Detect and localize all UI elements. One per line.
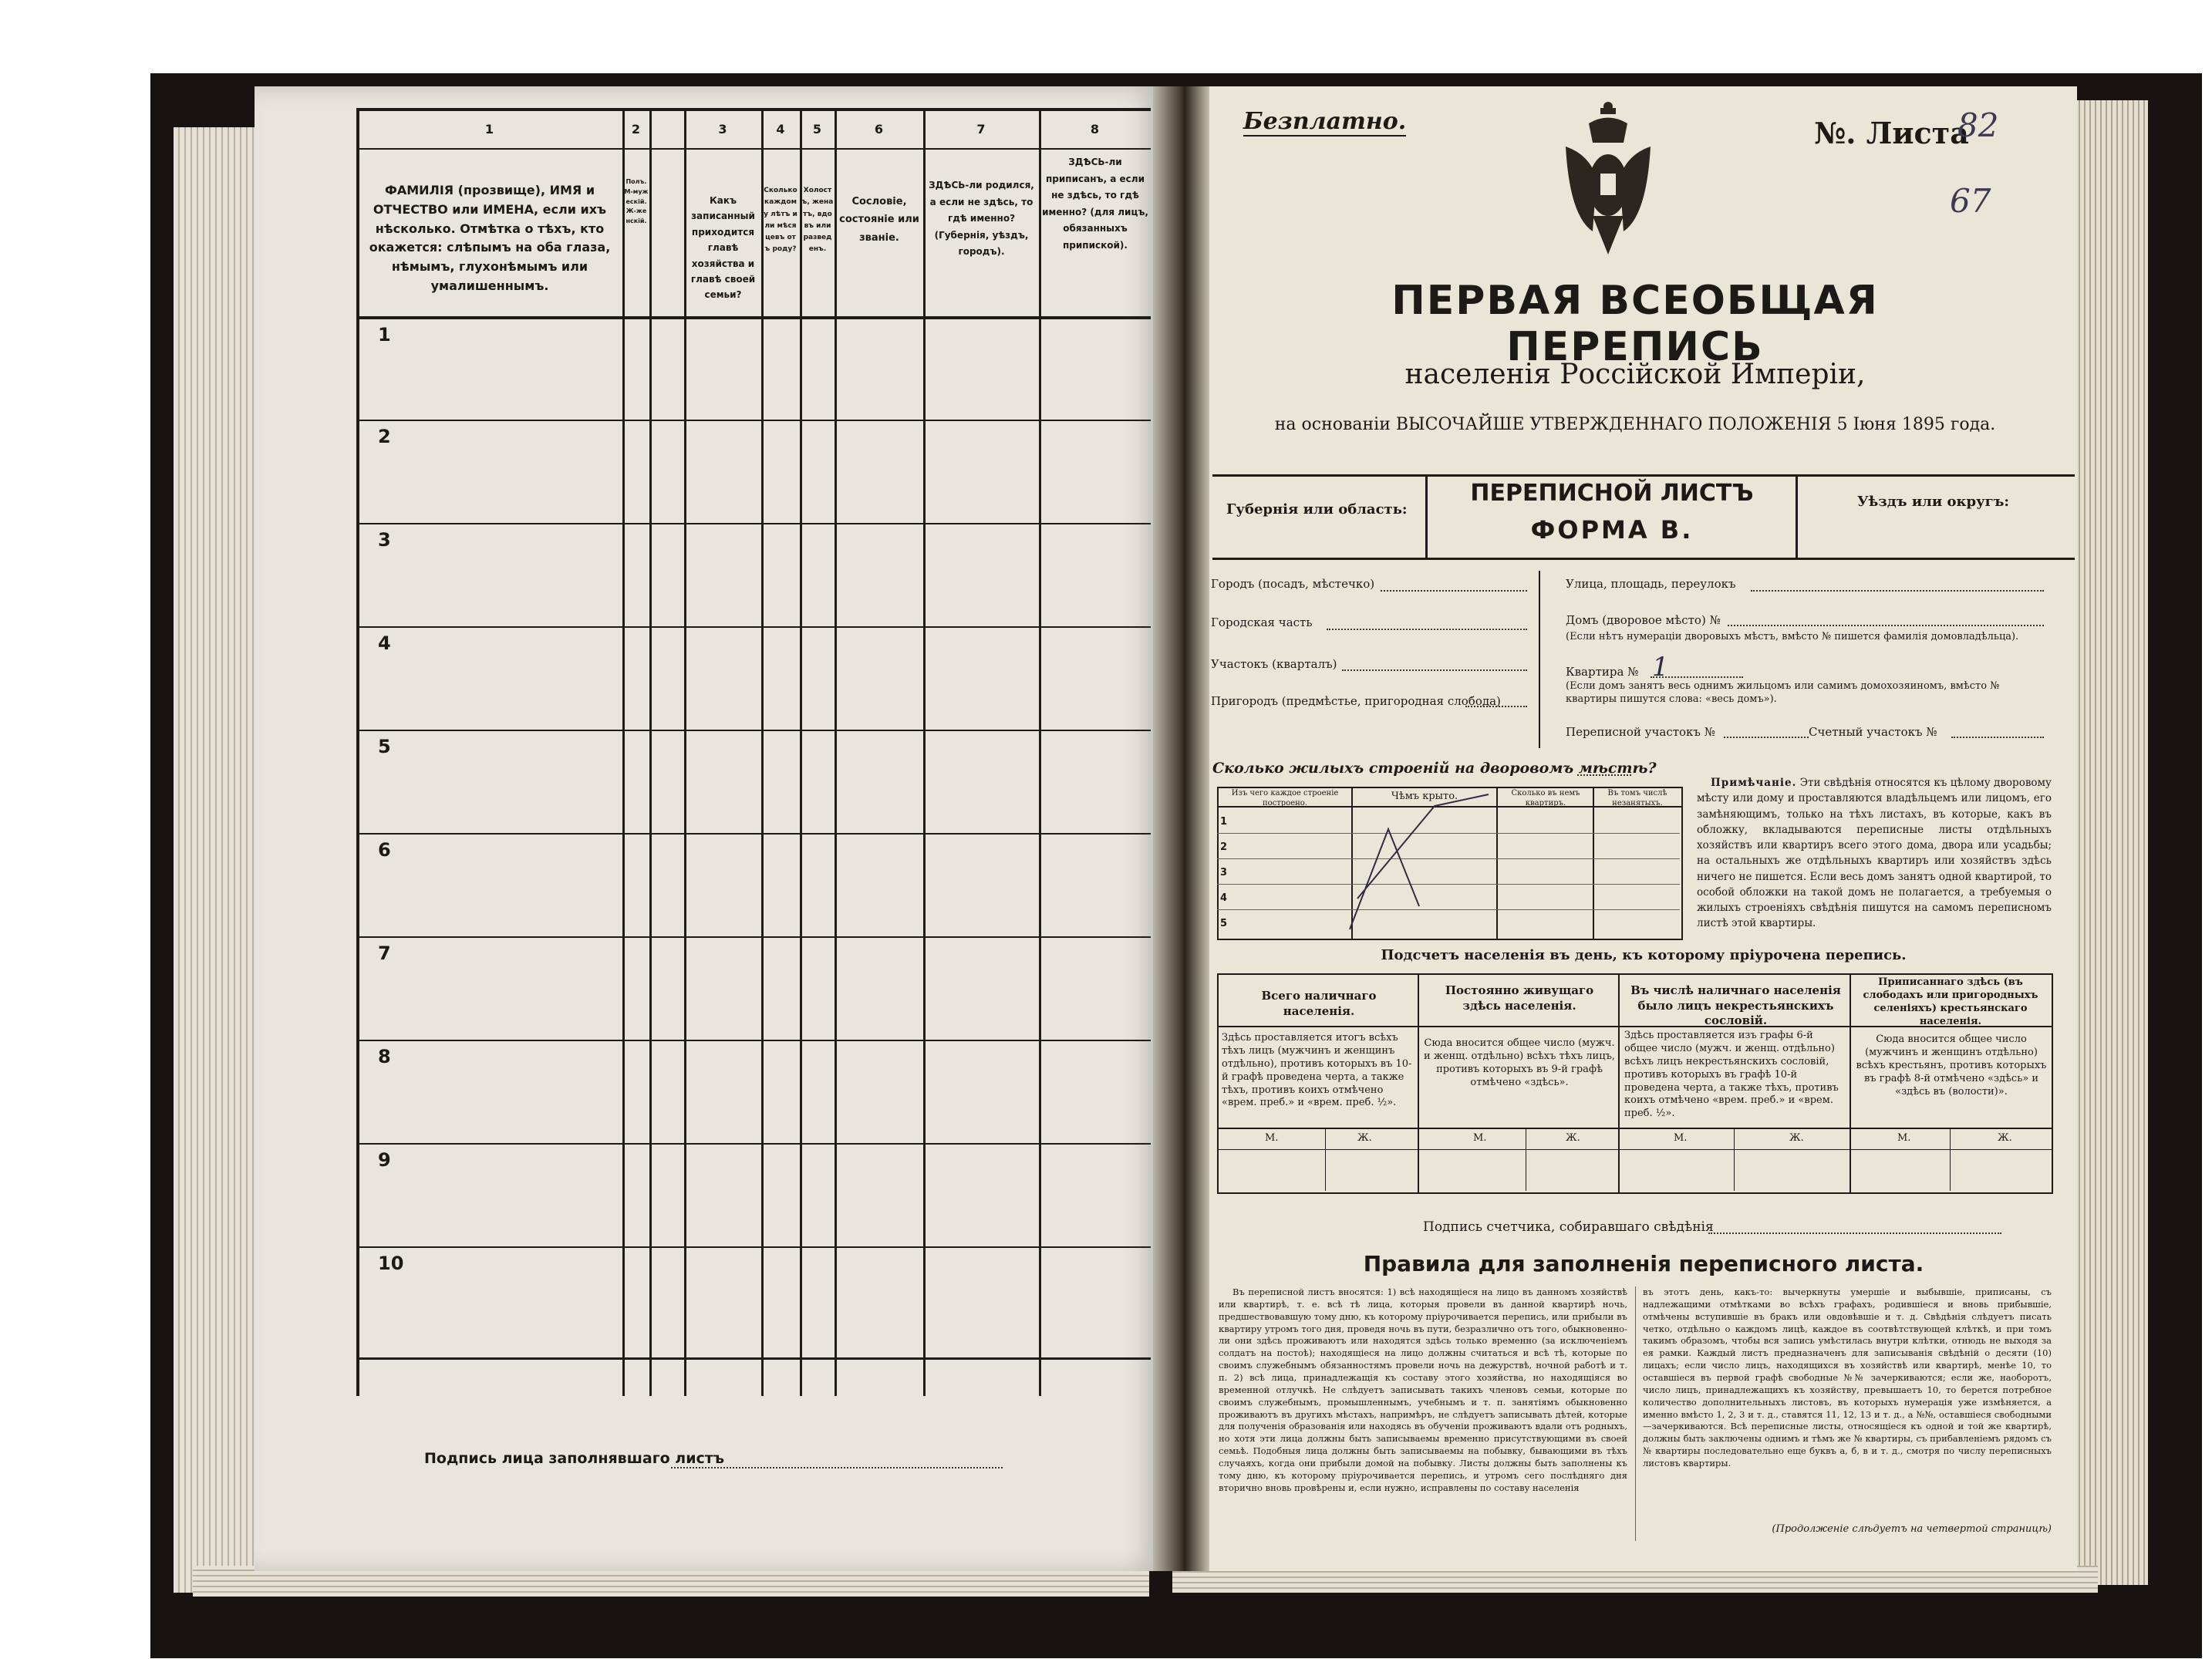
note-block	[1697, 775, 2052, 932]
col-number-3: 3	[718, 122, 727, 137]
population-mz-div-4	[1950, 1128, 1951, 1191]
address-counting-district: Счетный участокъ №	[1809, 725, 1937, 739]
address-street: Улица, площадь, переулокъ	[1566, 577, 1736, 591]
population-header-permanent: Постоянно живущаго здѣсь населенія.	[1445, 983, 1594, 1013]
rules-column-2: въ этотъ день, какъ-то: вычеркнуты умершіе и выбывшіе, приписаны, съ надлежащими отмѣтками во всѣхъ графахъ, родившіеся и вновь прибывшіе, отмѣчены вступившіе въ бракъ или овдовѣвшіе и т. д. Свѣдѣнія слѣдуетъ писать четко, отдѣльно о каждомъ лицѣ, каждое въ соотвѣтствующей клѣткѣ, и при томъ такимъ образомъ, чтобы вся запись умѣстилась внутри клѣтки, отнюдь не выходя за ея рамки. Каждый листъ предназначенъ для записыванія свѣдѣній о десяти (10) лицахъ; если число лицъ, находящихся въ хозяйствѣ или квартирѣ, менѣе 10, то оставшіеся въ первой графѣ свободные №№ зачеркиваются; если же, наоборотъ, число лицъ, принадлежащихъ къ хозяйству, превышаетъ 10, то берется потребное количество дополнительныхъ листовъ, въ которыхъ нумерація уже измѣняется, а именно вмѣсто 1, 2, 3 и т. д., ставятся 11, 12, 13 и т. д., а №№, оставшіеся свободными—зачеркиваются. Всѣ переписные листы, относящіеся къ одной и той же квартирѣ, должны быть заключены однимъ и тѣмъ же № квартиры, съ прибавленіемъ рядомъ съ № квартиры последовательно еще буквъ а, б, в и т. д., смотря по числу переписныхъ листовъ квартиры.	[1643, 1286, 2052, 1469]
population-title: Подсчетъ населенія въ день, къ которому пріурочена перепись.	[1381, 947, 1907, 963]
address-quarter: Участокъ (кварталъ)	[1211, 657, 1337, 671]
buildings-header-material: Изъ чего каждое строеніе построено.	[1231, 789, 1339, 808]
rules-column-1: Въ переписной листъ вносятся: 1) всѣ находящіеся на лицо въ данномъ хозяйствѣ или квартирѣ, т. е. всѣ тѣ лица, которыя провели въ данной квартирѣ ночь, предшествовавшую тому дню, къ которому пріурочивается перепись, или прибыли въ квартиру утромъ того дня, проведя ночь въ пути, безразлично отъ того, обыкновенно-ли они здѣсь проживаютъ или находятся здѣсь только временно (за исключеніемъ солдатъ на постоѣ); находящіеся на лицо должны считаться и всѣ тѣ, которые по своимъ служебнымъ обязанностямъ провели ночь на дежурствѣ, ночной работѣ и т. п. 2) всѣ лица, принадлежащія къ составу этого хозяйства, но находящіяся во временной отлучкѣ. Не слѣдуетъ записывать такихъ членовъ семьи, которые по своимъ служебнымъ, промышленнымъ, учебнымъ и т. п. занятіямъ обыкновенно проживаютъ въ другихъ мѣстахъ, напримѣръ, не слѣдуетъ записывать дѣтей, которые для полученія образованія или находясь въ обученіи проживаютъ вдали отъ родныхъ, но хотя эти лица должны быть записываемы временно присутствующими въ своей семьѣ. Подобныя лица должны быть записываемы на побывку, бывающими въ тѣхъ случаяхъ, когда они прибыли домой на побывку. Листы должны быть заполнены къ тому дню, къ которому пріурочивается перепись, и утромъ сего послѣдняго дня вторично вновь провѣрены и, если нужно, исправлены по составу населенія	[1219, 1286, 1627, 1493]
population-zh-1: Ж.	[1357, 1132, 1372, 1144]
address-house-note: (Если нѣтъ нумераціи дворовыхъ мѣстъ, вмѣсто № пишется фамилія домовладѣльца).	[1566, 631, 2019, 642]
gubernia-label: Губернія или область:	[1226, 501, 1408, 518]
note-text: Эти свѣдѣнія относятся къ цѣлому дворовому мѣсту или дому и проставляются владѣльцемъ или лицомъ, его замѣняющимъ, только на тѣхъ листахъ, въ которые, какъ въ обложку, вкладываются переписные листы отдѣльныхъ хозяйствъ или квартиръ всего этого дома, двора или усадьбы; на остальныхъ же отдѣльныхъ квартиръ или хозяйствъ здѣсь ничего не пишется. Если весь домъ занятъ одной квартирой, то особой обложки на такой домъ не полагается, а требуемыя о жилыхъ строеніяхъ свѣдѣнія пишутся на самомъ переписномъ листѣ этой квартиры.	[1697, 777, 2052, 930]
address-district-line	[1327, 629, 1527, 630]
buildings-row-4: 4	[1220, 892, 1228, 904]
form-subtitle: ФОРМА В.	[1530, 515, 1694, 545]
census-basis: на основаніи ВЫСОЧАЙШЕ УТВЕРЖДЕННАГО ПОЛОЖЕНІЯ 5 Іюня 1895 года.	[1274, 415, 1996, 434]
row-number-9: 9	[378, 1149, 391, 1171]
population-m-3: М.	[1674, 1132, 1688, 1144]
sheet-number-label: №. Листа	[1814, 116, 1969, 150]
address-suburb: Пригородъ (предмѣстье, пригородная слобода)	[1211, 694, 1501, 708]
population-mz-div-3	[1734, 1128, 1735, 1191]
address-city: Городъ (посадъ, мѣстечко)	[1211, 577, 1375, 591]
population-zh-4: Ж.	[1998, 1132, 2012, 1144]
left-signature-line	[671, 1467, 1003, 1468]
population-desc-nonpeasant: Здѣсь проставляется изъ графы 6-й общее число (мужч. и женщ. отдѣльно) всѣхъ лицъ некрестьянскихъ сословій, противъ которыхъ въ графѣ 10-й проведена черта, а также тѣхъ, противъ коихъ отмѣчено «врем. преб.» и «врем. преб. ½».	[1624, 1030, 1839, 1120]
sheet-number-handwritten-2: 67	[1950, 182, 1991, 220]
book-gutter	[1153, 86, 1211, 1571]
population-header-peasant: Приписаннаго здѣсь (въ слободахъ или пригородныхъ селеніяхъ) крестьянскаго населенія.	[1863, 976, 2038, 1027]
counter-signature-label: Подпись счетчика, собиравшаго свѣдѣнія	[1423, 1219, 1714, 1235]
buildings-col-line-2	[1496, 787, 1498, 939]
buildings-row-5: 5	[1220, 918, 1228, 929]
address-district: Городская часть	[1211, 615, 1313, 629]
address-suburb-line	[1465, 706, 1527, 707]
address-quarter-line	[1342, 669, 1527, 671]
population-mz-bottom-line	[1217, 1149, 2052, 1150]
rules-divider	[1635, 1286, 1636, 1541]
population-header-total: Всего наличнаго населенія.	[1261, 989, 1377, 1018]
address-house-line	[1728, 625, 2044, 626]
address-house: Домъ (дворовое мѣсто) №	[1566, 613, 1721, 627]
col-header-age: Сколько каждому лѣтъ или мѣсяцевъ отъ роду?	[764, 187, 797, 254]
census-subtitle: населенія Россійской Имперіи,	[1404, 359, 1866, 390]
rules-title: Правила для заполненія переписного листа.	[1363, 1251, 1924, 1276]
buildings-header-vacant: Въ томъ числѣ незанятыхъ.	[1607, 789, 1667, 808]
col-header-marital: Холостъ, женатъ, вдовъ или разведенъ.	[801, 187, 834, 254]
population-col-line-3	[1850, 973, 1851, 1192]
rules-continuation: (Продолженіе слѣдуетъ на четвертой страницѣ)	[1772, 1523, 2052, 1535]
address-city-line	[1381, 590, 1527, 592]
population-zh-3: Ж.	[1789, 1132, 1804, 1144]
col-header-estate: Сословіе, состояніе или званіе.	[839, 196, 919, 244]
buildings-row-3: 3	[1220, 867, 1228, 878]
form-header-divider-right	[1796, 474, 1798, 558]
col-header-sex: Полъ. М-мужескій. Ж-женскій.	[624, 178, 649, 225]
left-page-edges	[174, 127, 259, 1593]
address-apartment-line	[1651, 676, 1743, 678]
address-apartment-note: (Если домъ занятъ весь однимъ жильцомъ или самимъ домохозяиномъ, вмѣсто № квартиры пишутся слова: «весь домъ»).	[1566, 680, 2000, 705]
population-col-line-2	[1618, 973, 1620, 1192]
population-col-line-1	[1418, 973, 1419, 1192]
col-header-registration: ЗДѢСЬ-ли приписанъ, а если не здѣсь, то гдѣ именно? (для лицъ, обязанныхъ припиской).	[1042, 157, 1148, 251]
address-street-line	[1751, 590, 2044, 592]
buildings-row-1: 1	[1220, 816, 1228, 828]
row-number-7: 7	[378, 942, 391, 964]
sheet-number-handwritten: 82	[1957, 106, 1999, 144]
population-m-4: М.	[1897, 1132, 1911, 1144]
buildings-row-2: 2	[1220, 841, 1228, 853]
row-number-4: 4	[378, 632, 391, 654]
buildings-header-roof: Чѣмъ крыто.	[1391, 791, 1458, 802]
address-census-district-line	[1724, 737, 1809, 738]
buildings-question-line	[1577, 774, 1631, 776]
population-desc-permanent: Сюда вносится общее число (мужч. и женщ. отдѣльно) всѣхъ тѣхъ лицъ, противъ которыхъ въ 9-й графѣ отмѣчено «здѣсь».	[1424, 1037, 1615, 1088]
population-desc-peasant: Сюда вносится общее число (мужчинъ и женщинъ отдѣльно) всѣхъ крестьянъ, противъ которыхъ въ графѣ 8-й отмѣчено «здѣсь» и «здѣсь въ (волости)».	[1856, 1034, 2047, 1098]
col-number-7: 7	[976, 122, 986, 137]
note-title: Примѣчаніе.	[1711, 777, 1797, 789]
buildings-header-apartments: Сколько въ немъ квартиръ.	[1511, 789, 1580, 808]
handwritten-strokes	[1342, 791, 1496, 937]
row-number-1: 1	[378, 324, 391, 346]
col-number-2: 2	[631, 122, 641, 137]
col-header-relation: Какъ записанный приходится главѣ хозяйства и главѣ своей семьи?	[690, 195, 756, 301]
buildings-question: Сколько жилыхъ строеній на дворовомъ мѣстѣ?	[1212, 760, 1657, 777]
population-m-1: М.	[1265, 1132, 1279, 1144]
census-title: ПЕРВАЯ ВСЕОБЩАЯ ПЕРЕПИСЬ	[1391, 278, 1879, 370]
row-number-6: 6	[378, 839, 391, 861]
form-header-divider-left	[1425, 474, 1428, 558]
row-number-8: 8	[378, 1046, 391, 1067]
population-desc-total: Здѣсь проставляется итогъ всѣхъ тѣхъ лицъ (мужчинъ и женщинъ отдѣльно), противъ которыхъ въ 10-й графѣ проведена черта, а также тѣхъ, противъ коихъ отмѣчено «врем. преб.» и «врем. преб. ½».	[1222, 1032, 1412, 1109]
population-header-nonpeasant: Въ числѣ наличнаго населенія было лицъ некрестьянскихъ сословій.	[1630, 983, 1841, 1027]
col-header-birthplace: ЗДѢСЬ-ли родился, а если не здѣсь, то гдѣ именно? (Губернія, уѣздъ, городъ).	[929, 180, 1034, 258]
col-header-name: ФАМИЛІЯ (прозвище), ИМЯ и ОТЧЕСТВО или ИМЕНА, если ихъ нѣсколько. Отмѣтка о тѣхъ, кто окажется: слѣпымъ на оба глаза, нѣмымъ, глухонѣмымъ или умалишеннымъ.	[369, 183, 611, 293]
col-number-4: 4	[776, 122, 785, 137]
col-number-5: 5	[812, 122, 822, 137]
address-apartment: Квартира №	[1566, 665, 1639, 679]
row-number-3: 3	[378, 529, 391, 551]
population-mz-div-1	[1325, 1128, 1326, 1191]
buildings-col-line-3	[1593, 787, 1594, 939]
col-number-6: 6	[874, 122, 884, 137]
row-number-5: 5	[378, 736, 391, 757]
population-zh-2: Ж.	[1566, 1132, 1580, 1144]
person-table	[356, 108, 1151, 1396]
coat-of-arms-icon	[1558, 100, 1658, 262]
row-number-2: 2	[378, 426, 391, 447]
population-m-2: М.	[1473, 1132, 1487, 1144]
uezd-label: Уѣздъ или округъ:	[1857, 494, 2010, 510]
col-number-1: 1	[484, 122, 494, 137]
right-page-edges	[2075, 100, 2148, 1585]
address-apartment-value: 1	[1652, 652, 1669, 683]
left-signature-label: Подпись лица заполнявшаго листъ	[424, 1450, 725, 1467]
form-title: ПЕРЕПИСНОЙ ЛИСТЪ	[1470, 480, 1754, 507]
counter-signature-line	[1708, 1232, 2001, 1234]
address-census-district: Переписной участокъ №	[1566, 725, 1715, 739]
address-divider	[1539, 571, 1540, 748]
address-counting-district-line	[1951, 737, 2044, 738]
col-number-8: 8	[1090, 122, 1100, 137]
population-mz-line	[1217, 1128, 2052, 1129]
row-number-10: 10	[378, 1253, 404, 1274]
free-label: Безплатно.	[1243, 108, 1407, 135]
